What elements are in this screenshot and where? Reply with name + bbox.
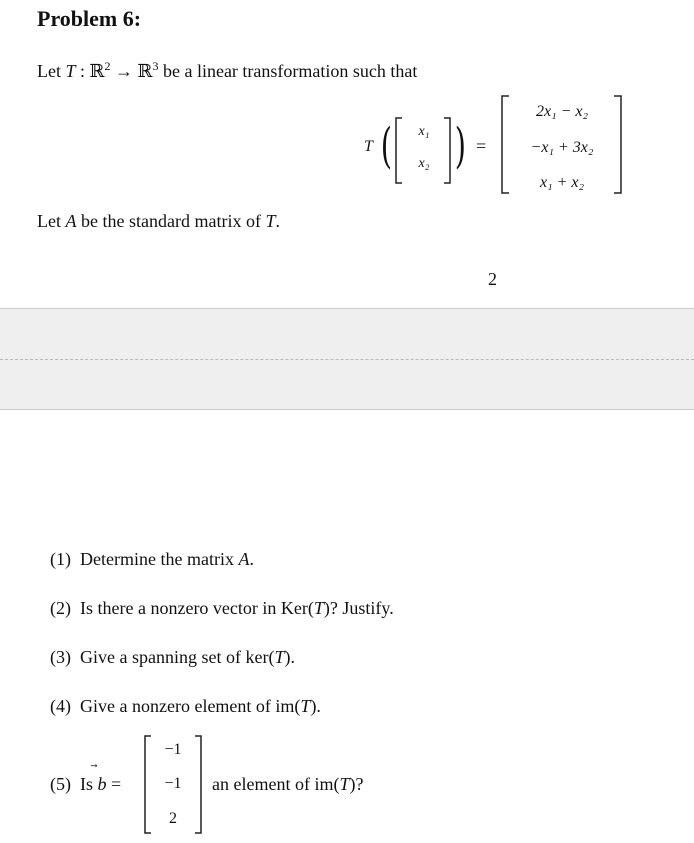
left-paren: ( [380, 118, 392, 174]
input-x2: x₂ [418, 156, 430, 171]
question-1: (1) Determine the matrix A. [50, 549, 254, 569]
problem-title: Problem 6: [37, 6, 142, 31]
vector-b-row-1: −1 [164, 741, 182, 758]
question-5-tail: an element of im(T)? [212, 774, 364, 794]
vector-b-row-3: 2 [169, 810, 177, 827]
output-row-3: x₁ + x₂ [539, 174, 585, 191]
page-break-bottom-rule [0, 409, 694, 410]
intro-text: Let T : ℝ$^2$ → ℝ$^3$ be a linear transformation such that [37, 59, 418, 81]
question-2: (2) Is there a nonzero vector in Ker(T)? Justify. [50, 598, 394, 618]
page-number: 2 [488, 269, 497, 289]
input-x1: x₁ [418, 124, 430, 139]
question-5-lead: (5) Is b = [50, 774, 122, 794]
question-4: (4) Give a nonzero element of im(T). [50, 696, 321, 716]
standard-matrix-text: Let A be the standard matrix of T. [37, 211, 280, 231]
output-row-1: 2x₁ − x₂ [535, 103, 589, 120]
output-row-2: −x₁ + 3x₂ [530, 139, 594, 156]
question-3: (3) Give a spanning set of ker(T). [50, 647, 295, 667]
eq-T: T [364, 138, 373, 155]
vector-b-row-2: −1 [164, 775, 182, 792]
right-paren: ) [454, 118, 466, 174]
vector-b: b [97, 774, 107, 794]
equals-sign: = [476, 136, 487, 156]
page-break-dashed-line [0, 359, 694, 360]
